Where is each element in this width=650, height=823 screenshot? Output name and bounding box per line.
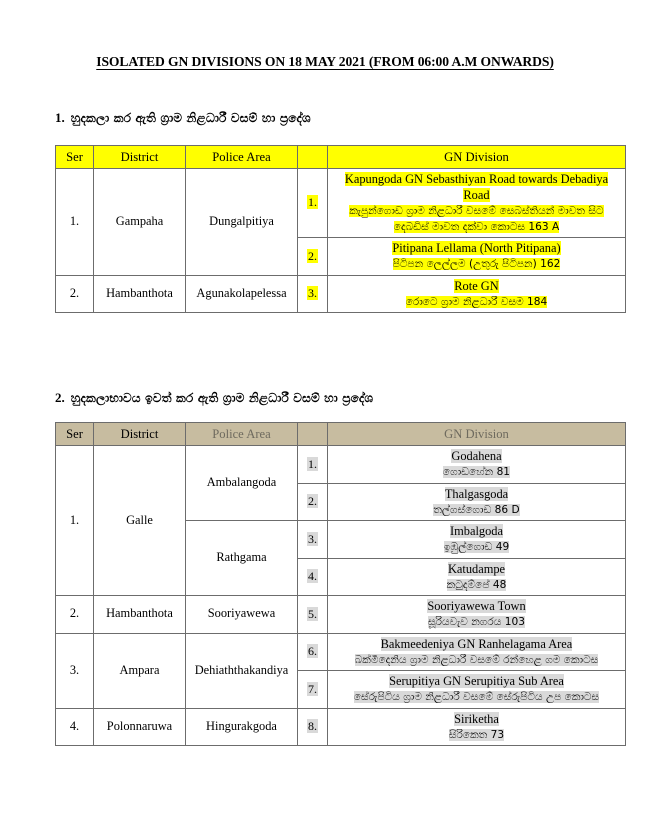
page-title: ISOLATED GN DIVISIONS ON 18 MAY 2021 (FROM 06:00 A.M ONWARDS) [96, 54, 554, 69]
cell-gn-division [328, 521, 626, 558]
cell-gn-division [328, 446, 626, 483]
division-index-text: 3. [308, 286, 317, 301]
cell-division-index [298, 558, 328, 595]
column-header-gn-division: GN Division [328, 146, 626, 169]
gn-name-english: Thalgasgoda [444, 486, 509, 501]
division-index-text: 8. [308, 719, 317, 734]
isolated-divisions-table [55, 145, 626, 313]
cell-ser: 4. [56, 708, 94, 745]
column-header-district: District [94, 146, 186, 169]
division-index-text: 4. [308, 569, 317, 584]
column-header-ser: Ser [56, 423, 94, 446]
cell-police-area: Ambalangoda [186, 446, 298, 521]
cell-division-index [298, 169, 328, 238]
cell-division-index [298, 483, 328, 520]
gn-name-sinhala: සේරුපිටිය ග්‍රාම නිළධාරී වසමේ සේරුපිටිය උප කොටස [353, 691, 600, 704]
section-1-number: 1. [55, 110, 65, 125]
cell-gn-division [328, 633, 626, 670]
cell-ser: 1. [56, 169, 94, 275]
cell-gn-division [328, 671, 626, 708]
column-header-police-area: Police Area [186, 146, 298, 169]
gn-name-english: Kapungoda GN Sebasthiyan Road towards Debadiya Road [344, 172, 609, 203]
cell-district: Galle [94, 446, 186, 596]
cell-ser: 2. [56, 596, 94, 633]
section-2-heading-text: හුදකලාභාවය ඉවත් කර ඇති ග්‍රාම නිළධාරී වසම් හා ප්‍රදේශ [70, 391, 374, 405]
cell-ser: 2. [56, 275, 94, 312]
cell-division-index [298, 671, 328, 708]
gn-name-sinhala: කටුදම්පේ 48 [446, 578, 507, 591]
cell-police-area: Sooriyawewa [186, 596, 298, 633]
cell-division-index [298, 708, 328, 745]
division-index-text: 7. [308, 681, 317, 696]
cell-police-area: Hingurakgoda [186, 708, 298, 745]
table-row [56, 708, 626, 745]
gn-name-sinhala: කැපුන්ගොඩ ග්‍රාම නිළධාරී වසමේ සෙබස්තියන් මාවත සිට දෙබඩිස් මාවත දක්වා කොටස 163 A [349, 205, 604, 233]
gn-name-english: Imbalgoda [450, 524, 503, 539]
column-header-police-area: Police Area [186, 423, 298, 446]
division-index-text: 1. [308, 195, 317, 210]
division-index-text: 2. [308, 248, 317, 263]
table-row [56, 446, 626, 483]
cell-ser: 1. [56, 446, 94, 596]
gn-name-sinhala: ඉඹුල්ගොඩ 49 [443, 541, 510, 554]
cell-division-index [298, 521, 328, 558]
cell-division-index [298, 275, 328, 312]
cell-gn-division [328, 558, 626, 595]
section-1-heading-text: හුදකලා කර ඇති ග්‍රාම නිළධාරී වසම් හා ප්‍රදේශ [70, 111, 311, 125]
cell-gn-division [328, 708, 626, 745]
gn-name-sinhala: සූරියවැව නගරය 103 [428, 616, 525, 629]
table-header-row [56, 423, 626, 446]
cell-district: Polonnaruwa [94, 708, 186, 745]
gn-name-english: Godahena [451, 449, 502, 464]
cell-police-area: Agunakolapelessa [186, 275, 298, 312]
gn-name-english: Pitipana Lellama (North Pitipana) [392, 241, 561, 256]
gn-name-sinhala: පිටිපන ලෙල්ලම (උතුරු පිටිපන) 162 [392, 258, 561, 271]
division-index-text: 5. [308, 606, 317, 621]
gn-name-english: Bakmeedeniya GN Ranhelagama Area [380, 636, 573, 651]
gn-name-english: Siriketha [454, 711, 499, 726]
gn-name-english: Rote GN [454, 278, 499, 293]
division-index-text: 6. [308, 644, 317, 659]
section-2-heading [55, 390, 373, 406]
column-header-district: District [94, 423, 186, 446]
cell-gn-division [328, 275, 626, 312]
gn-name-sinhala: බක්මීදෙනිය ග්‍රාම නිළධාරී වසමේ රන්හෙළ ගම කොටස [354, 653, 599, 666]
column-header-blank [298, 423, 328, 446]
division-index-text: 1. [308, 456, 317, 471]
column-header-ser: Ser [56, 146, 94, 169]
cell-gn-division [328, 483, 626, 520]
cell-district: Hambanthota [94, 275, 186, 312]
cell-division-index [298, 633, 328, 670]
table-row [56, 596, 626, 633]
table-row [56, 169, 626, 238]
cell-district: Ampara [94, 633, 186, 708]
gn-name-sinhala: රොටෙ ග්‍රාම නිළධාරී වසම 184 [405, 295, 548, 308]
gn-name-sinhala: ගොඩහේන 81 [442, 466, 511, 479]
cell-district: Hambanthota [94, 596, 186, 633]
cell-police-area: Dungalpitiya [186, 169, 298, 275]
cell-division-index [298, 238, 328, 275]
cell-district: Gampaha [94, 169, 186, 275]
division-index-text: 2. [308, 494, 317, 509]
cell-division-index [298, 446, 328, 483]
table-row [56, 633, 626, 670]
cell-division-index [298, 596, 328, 633]
cell-gn-division [328, 169, 626, 238]
cell-police-area: Rathgama [186, 521, 298, 596]
cell-gn-division [328, 596, 626, 633]
gn-name-english: Sooriyawewa Town [427, 599, 526, 614]
gn-name-english: Katudampe [447, 561, 506, 576]
section-1-heading [55, 110, 311, 126]
column-header-blank [298, 146, 328, 169]
gn-name-sinhala: සිරිකෙත 73 [448, 728, 505, 741]
gn-name-sinhala: තල්ගස්ගොඩ 86 D [433, 503, 520, 516]
cell-police-area: Dehiaththakandiya [186, 633, 298, 708]
table-header-row [56, 146, 626, 169]
cell-gn-division [328, 238, 626, 275]
division-index-text: 3. [308, 531, 317, 546]
released-divisions-table [55, 422, 626, 746]
cell-ser: 3. [56, 633, 94, 708]
table-row [56, 275, 626, 312]
gn-name-english: Serupitiya GN Serupitiya Sub Area [389, 674, 564, 689]
column-header-gn-division: GN Division [328, 423, 626, 446]
section-2-number: 2. [55, 390, 65, 405]
